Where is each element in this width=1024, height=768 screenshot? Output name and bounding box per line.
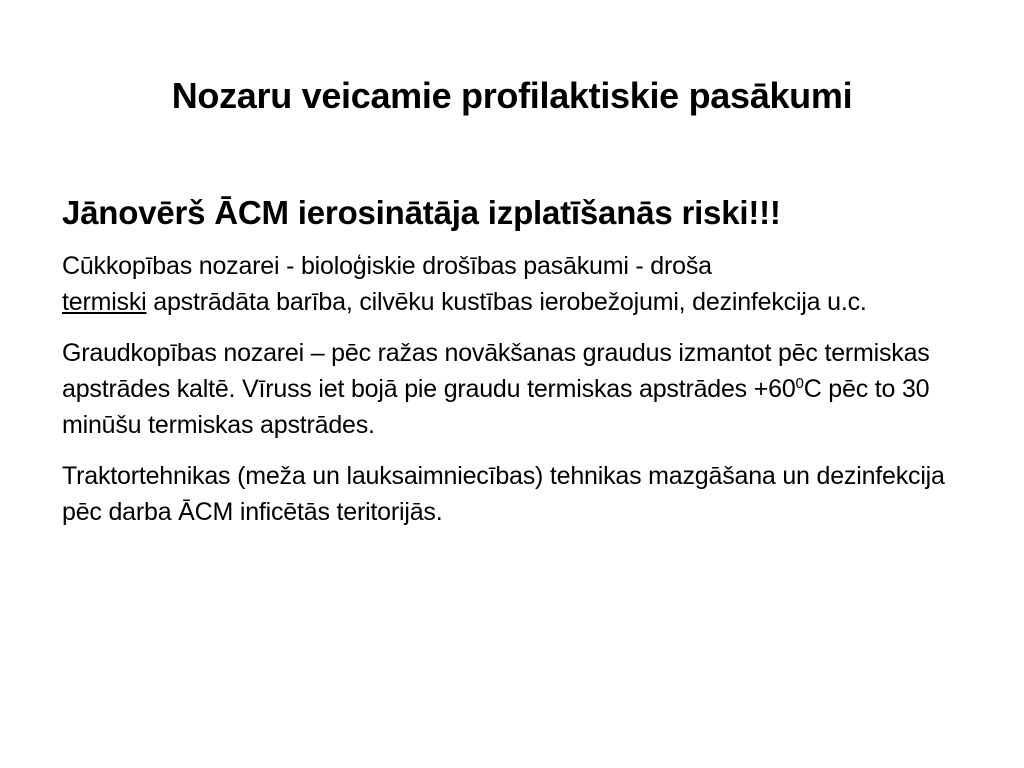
paragraph-pig-farming-underlined-word: termiski bbox=[62, 288, 147, 316]
slide-content bbox=[62, 190, 962, 545]
degree-superscript: 0 bbox=[795, 375, 804, 392]
slide-title: Nozaru veicamie profilaktiskie pasākumi bbox=[171, 75, 853, 116]
paragraph-grain-farming bbox=[62, 335, 962, 443]
paragraph-pig-farming-text-end: apstrādāta barība, cilvēku kustības ierobežojumi, dezinfekcija u.c. bbox=[146, 288, 867, 316]
paragraph-pig-farming bbox=[62, 248, 962, 320]
paragraph-machinery: Traktortehnikas (meža un lauksaimniecības) tehnikas mazgāšana un dezinfekcija pēc darba ĀCM inficētās teritorijās. bbox=[62, 462, 945, 526]
paragraph-grain-farming-text-end: C pēc to 30 minūšu termiskas apstrādes. bbox=[62, 375, 930, 439]
slide-subheading: Jānovērš ĀCM ierosinātāja izplatīšanās riski!!! bbox=[62, 194, 781, 231]
paragraph-grain-farming-text-start: Graudkopības nozarei – pēc ražas novākšanas graudus izmantot pēc termiskas apstrādes kaltē. Vīruss iet bojā pie graudu termiskas apstrādes +60 bbox=[62, 339, 930, 403]
paragraph-pig-farming-text-start: Cūkkopības nozarei - bioloģiskie drošības pasākumi - droša bbox=[62, 252, 712, 280]
